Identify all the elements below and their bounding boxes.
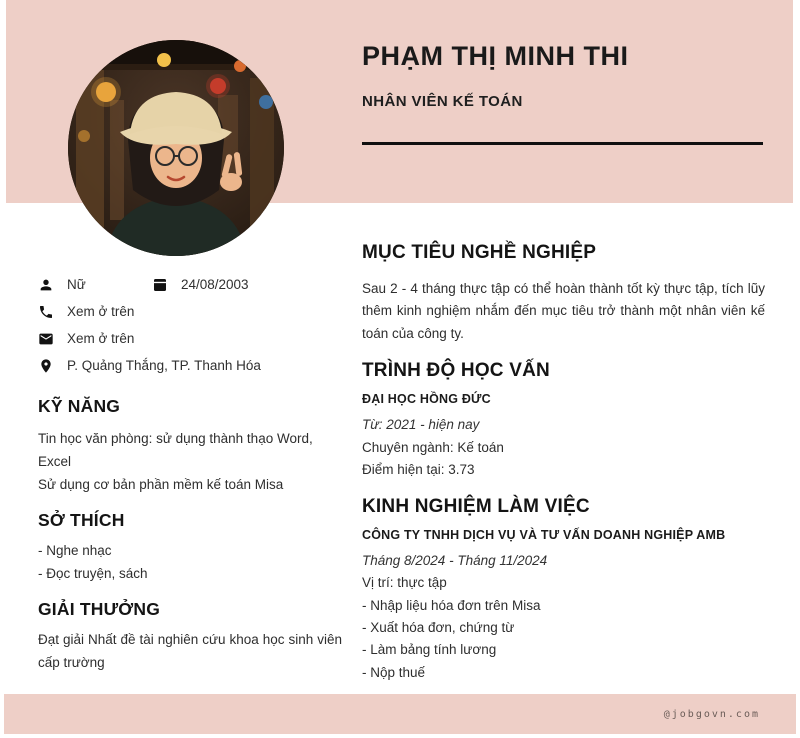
experience-task: - Làm bảng tính lương [362, 642, 497, 658]
title-block [362, 40, 765, 145]
education-major: Chuyên ngành: Kế toán [362, 439, 504, 455]
education-school: ĐẠI HỌC HỒNG ĐỨC [362, 392, 491, 407]
profile-photo-illustration [68, 40, 284, 256]
personal-details [38, 271, 342, 379]
email-icon [38, 331, 54, 347]
skill-item: Tin học văn phòng: sử dụng thành thạo Word, Excel [38, 431, 313, 469]
location-pin-icon [38, 358, 54, 374]
section-heading-experience: KINH NGHIỆM LÀM VIỆC [362, 496, 590, 518]
education-facts [362, 414, 765, 481]
skills-list [38, 427, 342, 496]
skill-item: Sử dụng cơ bản phần mềm kế toán Misa [38, 477, 284, 492]
phone-value: Xem ở trên [67, 304, 135, 319]
email-value: Xem ở trên [67, 331, 135, 346]
section-heading-hobbies: SỞ THÍCH [38, 510, 125, 530]
gender-value: Nữ [67, 277, 86, 292]
detail-row-address [38, 352, 342, 379]
section-heading-education: TRÌNH ĐỘ HỌC VẤN [362, 360, 550, 382]
page-title: PHẠM THỊ MINH THI [362, 41, 629, 71]
footer-band [4, 694, 796, 734]
right-column [362, 241, 765, 684]
detail-row-gender-birthday [38, 271, 342, 298]
title-divider [362, 142, 763, 145]
education-period: Từ: 2021 - hiện nay [362, 417, 480, 433]
section-heading-awards: GIẢI THƯỞNG [38, 599, 161, 619]
award-text: Đạt giải Nhất đề tài nghiên cứu khoa học sinh viên cấp trường [38, 632, 342, 670]
experience-position: Vị trí: thực tập [362, 575, 447, 591]
education-gpa: Điểm hiện tại: 3.73 [362, 461, 475, 477]
section-heading-skills: KỸ NĂNG [38, 396, 121, 416]
hobby-item: - Đọc truyện, sách [38, 566, 148, 581]
hobbies-list [38, 539, 342, 585]
person-icon [38, 277, 54, 293]
job-title: NHÂN VIÊN KẾ TOÁN [362, 93, 523, 110]
profile-photo [68, 40, 284, 256]
watermark-text: @jobgovn.com [663, 708, 760, 720]
phone-icon [38, 304, 54, 320]
left-column [38, 271, 342, 674]
address-value: P. Quảng Thắng, TP. Thanh Hóa [67, 358, 261, 373]
detail-row-phone [38, 298, 342, 325]
section-heading-objective: MỤC TIÊU NGHỀ NGHIỆP [362, 242, 597, 263]
hobby-item: - Nghe nhạc [38, 543, 112, 558]
experience-period: Tháng 8/2024 - Tháng 11/2024 [362, 553, 548, 569]
objective-text: Sau 2 - 4 tháng thực tập có thể hoàn thành tốt kỳ thực tập, tích lũy thêm kinh nghiệm nhắm đến mục tiêu trở thành một nhân viên kế toán của công ty. [362, 281, 765, 341]
birthday-value: 24/08/2003 [181, 277, 249, 292]
calendar-icon [152, 277, 168, 293]
experience-task: - Nộp thuế [362, 664, 426, 680]
experience-company: CÔNG TY TNHH DỊCH VỤ VÀ TƯ VẤN DOANH NGHIỆP AMB [362, 528, 726, 543]
experience-task: - Nhập liệu hóa đơn trên Misa [362, 597, 541, 613]
detail-row-email [38, 325, 342, 352]
experience-facts [362, 550, 765, 684]
experience-task: - Xuất hóa đơn, chứng từ [362, 620, 515, 635]
